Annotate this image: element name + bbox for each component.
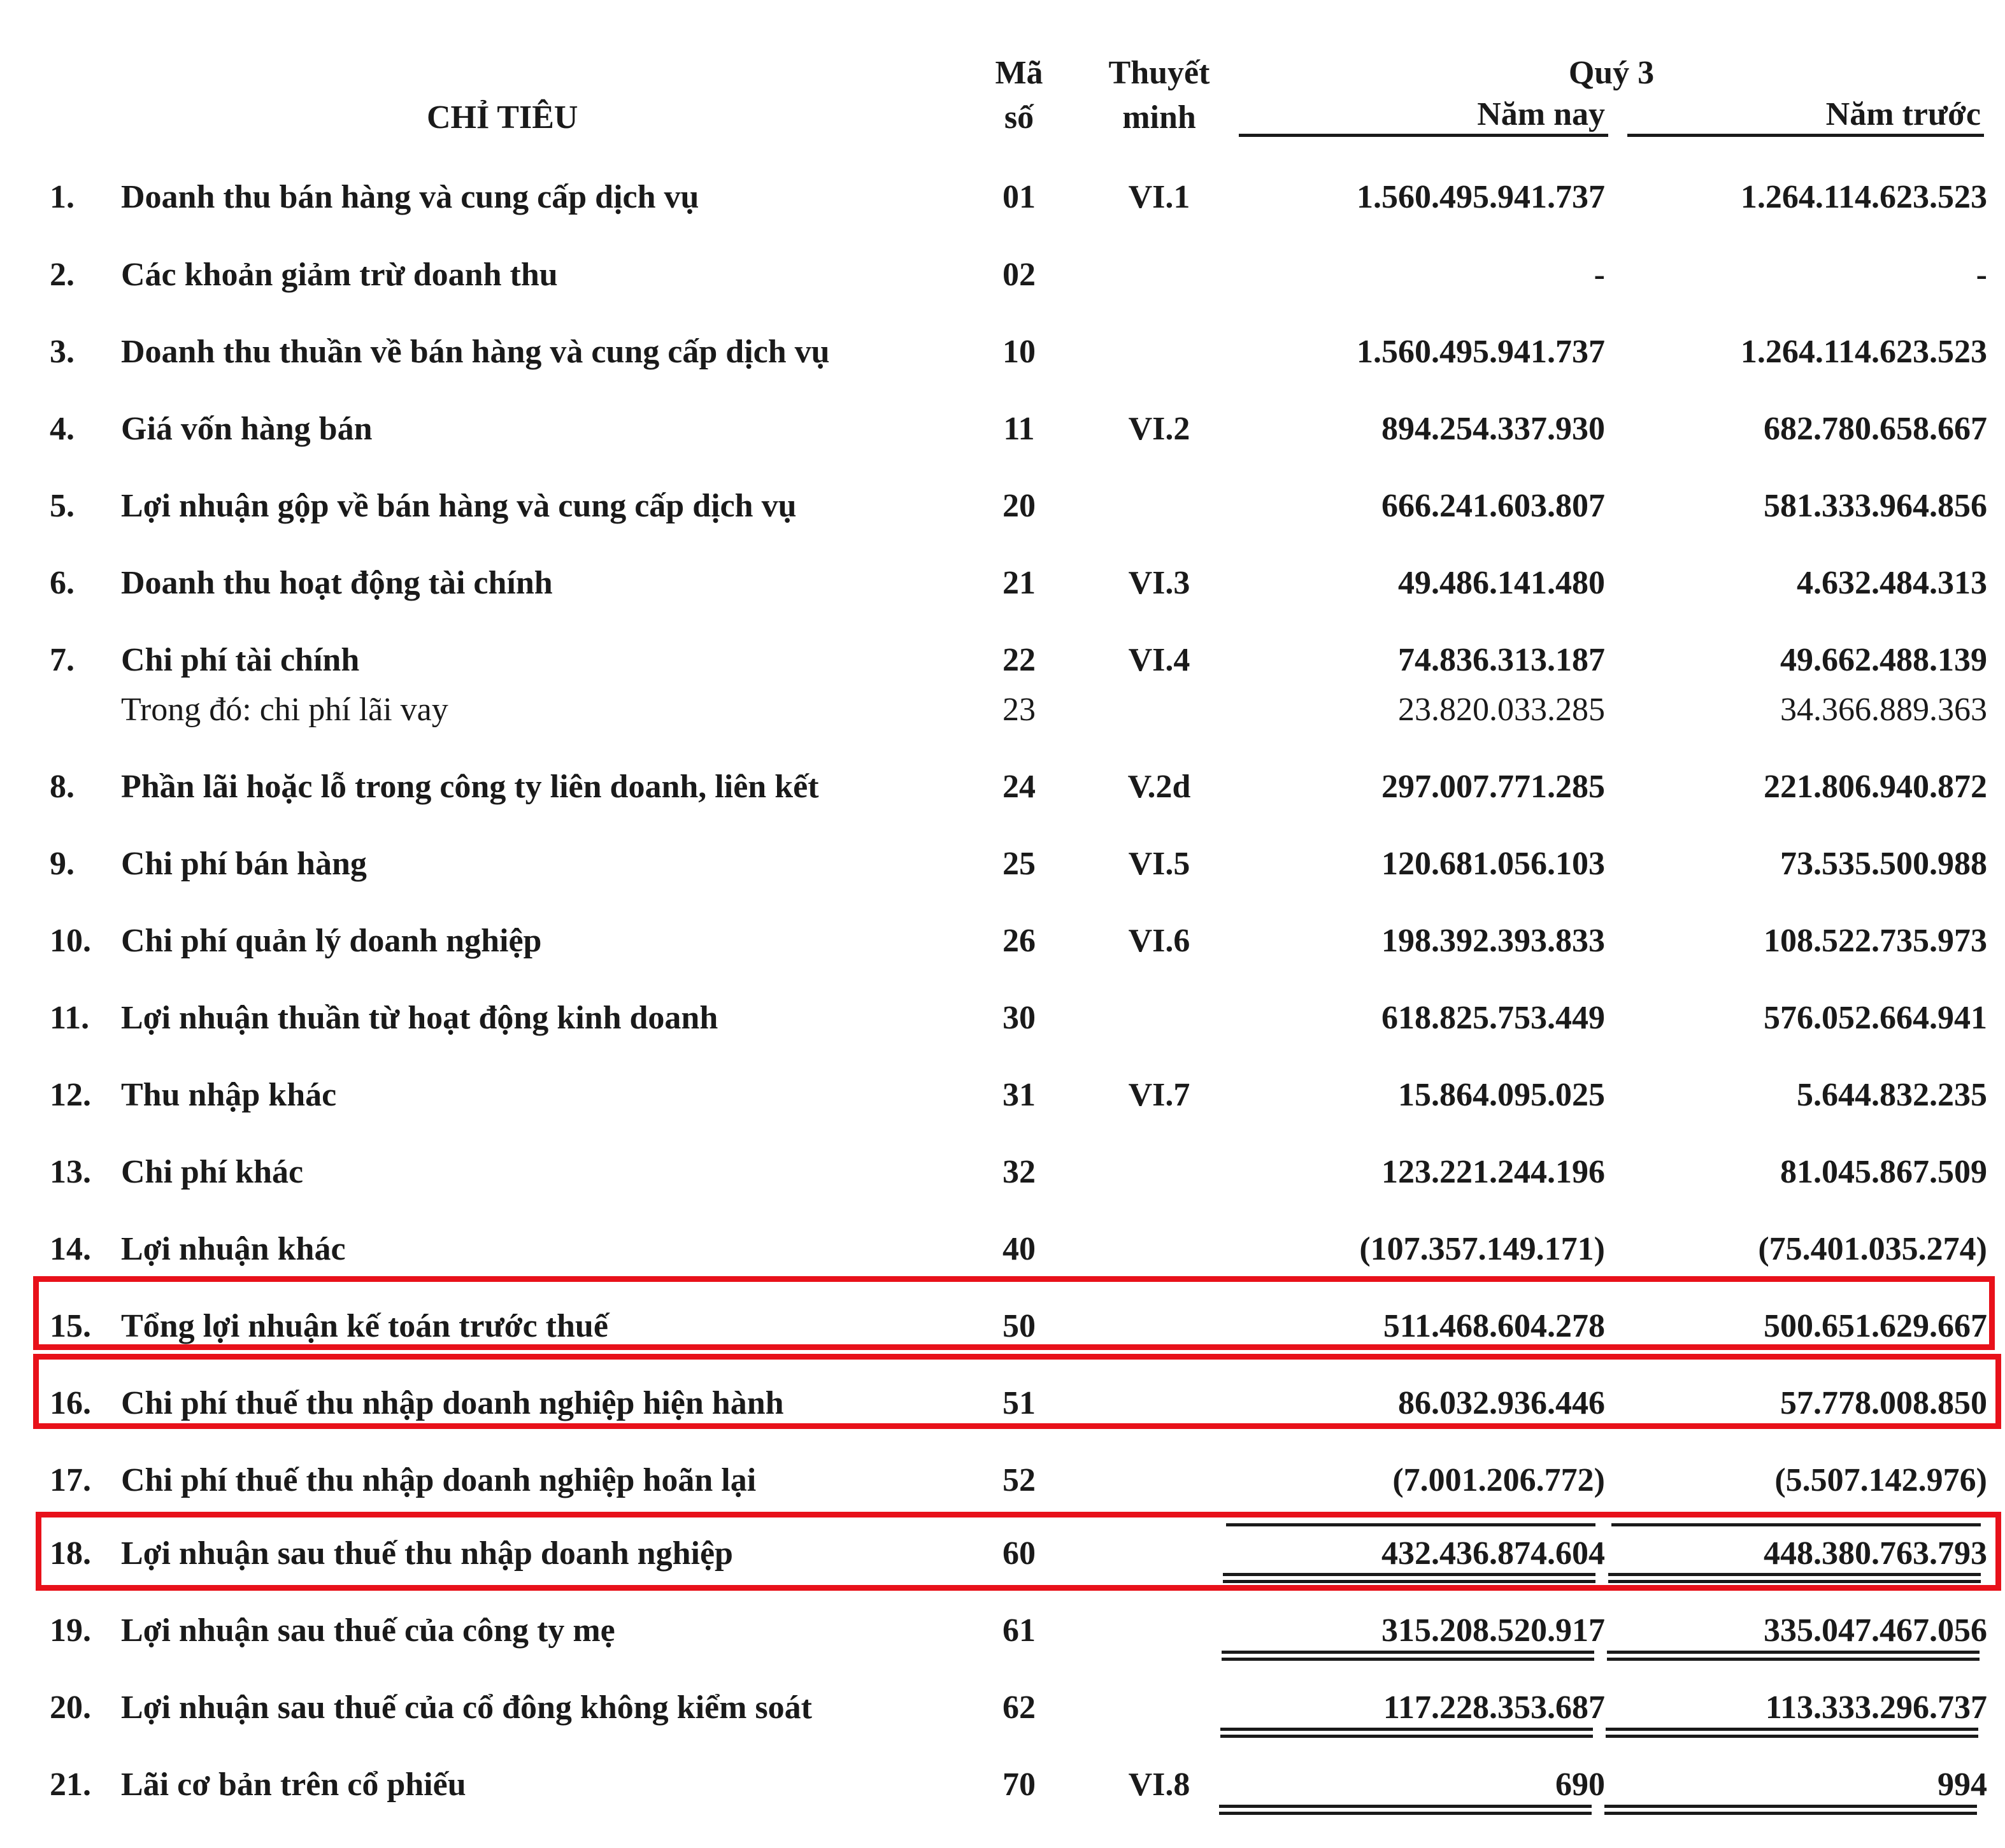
row-code: 01 xyxy=(1002,179,1036,215)
header-rule-current xyxy=(1239,134,1608,137)
row-note: VI.1 xyxy=(1128,179,1190,215)
row-previous: 448.380.763.793 xyxy=(1764,1535,1987,1572)
row-note: VI.6 xyxy=(1128,923,1190,959)
row-label: Các khoản giảm trừ doanh thu xyxy=(121,257,558,293)
row-current: 120.681.056.103 xyxy=(1381,846,1605,882)
header-previous-year: Năm trước xyxy=(1825,96,1981,132)
row-previous: 581.333.964.856 xyxy=(1764,488,1987,524)
row-number: 16. xyxy=(50,1385,91,1421)
table-row xyxy=(0,635,2005,686)
row-code: 61 xyxy=(1002,1612,1036,1649)
table-row xyxy=(0,327,2005,378)
row-code: 02 xyxy=(1002,257,1036,293)
row-previous: (5.507.142.976) xyxy=(1774,1462,1987,1498)
row-note: VI.7 xyxy=(1128,1077,1190,1113)
row-current: 432.436.874.604 xyxy=(1381,1535,1605,1572)
table-row xyxy=(0,1759,2005,1810)
row-number: 10. xyxy=(50,923,91,959)
row-previous: 81.045.867.509 xyxy=(1780,1154,1987,1190)
header-note-line1: Thuyết xyxy=(1108,55,1210,91)
row-note: VI.2 xyxy=(1128,411,1190,447)
row-previous: (75.401.035.274) xyxy=(1758,1231,1987,1267)
row-label: Giá vốn hàng bán xyxy=(121,411,373,447)
table-row xyxy=(0,481,2005,532)
row-code: 24 xyxy=(1002,769,1036,805)
row-code: 20 xyxy=(1002,488,1036,524)
row-previous: 34.366.889.363 xyxy=(1780,692,1987,728)
row-label: Trong đó: chi phí lãi vay xyxy=(121,692,448,728)
row-code: 70 xyxy=(1002,1766,1036,1803)
row-number: 21. xyxy=(50,1766,91,1803)
row-label: Chi phí khác xyxy=(121,1154,304,1190)
row-label: Phần lãi hoặc lỗ trong công ty liên doanh, liên kết xyxy=(121,769,819,805)
row-code: 23 xyxy=(1002,692,1036,728)
row-label: Chi phí thuế thu nhập doanh nghiệp hiện hành xyxy=(121,1385,784,1421)
table-row xyxy=(0,1682,2005,1733)
table-row-sub xyxy=(0,685,2005,736)
row-number: 8. xyxy=(50,769,75,805)
row-current: 315.208.520.917 xyxy=(1381,1612,1605,1649)
row-current: 123.221.244.196 xyxy=(1381,1154,1605,1190)
row-code: 62 xyxy=(1002,1689,1036,1726)
double-underline xyxy=(1607,1651,1980,1661)
double-underline xyxy=(1220,1728,1593,1738)
row-previous: 682.780.658.667 xyxy=(1764,411,1987,447)
row-current: 1.560.495.941.737 xyxy=(1357,334,1605,370)
row-label: Lợi nhuận khác xyxy=(121,1231,346,1267)
row-label: Lợi nhuận thuần từ hoạt động kinh doanh xyxy=(121,1000,718,1036)
row-previous: 500.651.629.667 xyxy=(1764,1308,1987,1344)
row-current: 117.228.353.687 xyxy=(1383,1689,1605,1726)
row-current: 511.468.604.278 xyxy=(1383,1308,1605,1344)
row-previous: 57.778.008.850 xyxy=(1780,1385,1987,1421)
table-row xyxy=(0,1070,2005,1121)
header-rule-previous xyxy=(1627,134,1984,137)
row-label: Doanh thu thuần về bán hàng và cung cấp dịch vụ xyxy=(121,334,830,370)
row-label: Lợi nhuận sau thuế thu nhập doanh nghiệp xyxy=(121,1535,733,1572)
row-code: 30 xyxy=(1002,1000,1036,1036)
row-number: 13. xyxy=(50,1154,91,1190)
table-row xyxy=(0,172,2005,223)
row-code: 11 xyxy=(1003,411,1035,447)
row-label: Lợi nhuận gộp về bán hàng và cung cấp dịch vụ xyxy=(121,488,797,524)
row-code: 50 xyxy=(1002,1308,1036,1344)
table-row xyxy=(0,762,2005,813)
row-code: 25 xyxy=(1002,846,1036,882)
row-current: 690 xyxy=(1555,1766,1605,1803)
row-previous: 5.644.832.235 xyxy=(1797,1077,1987,1113)
row-current: 23.820.033.285 xyxy=(1398,692,1605,728)
row-label: Chi phí bán hàng xyxy=(121,846,367,882)
row-previous: 1.264.114.623.523 xyxy=(1740,334,1987,370)
row-previous: 73.535.500.988 xyxy=(1780,846,1987,882)
row-number: 17. xyxy=(50,1462,91,1498)
table-row xyxy=(0,993,2005,1044)
row-previous: 994 xyxy=(1937,1766,1987,1803)
row-current: (7.001.206.772) xyxy=(1392,1462,1605,1498)
header-indicator: CHỈ TIÊU xyxy=(427,99,578,136)
row-number: 12. xyxy=(50,1077,91,1113)
header-current-year: Năm nay xyxy=(1477,96,1605,132)
row-number: 5. xyxy=(50,488,75,524)
row-label: Tổng lợi nhuận kế toán trước thuế xyxy=(121,1308,608,1344)
row-number: 19. xyxy=(50,1612,91,1649)
row-number: 20. xyxy=(50,1689,91,1726)
row-code: 10 xyxy=(1002,334,1036,370)
row-current: 618.825.753.449 xyxy=(1381,1000,1605,1036)
table-row xyxy=(0,1455,2005,1506)
row-note: VI.3 xyxy=(1128,565,1190,601)
row-current: 666.241.603.807 xyxy=(1381,488,1605,524)
row-label: Lợi nhuận sau thuế của công ty mẹ xyxy=(121,1612,615,1649)
row-current: 74.836.313.187 xyxy=(1398,642,1605,678)
row-current: 86.032.936.446 xyxy=(1398,1385,1605,1421)
double-underline xyxy=(1222,1651,1594,1661)
row-number: 14. xyxy=(50,1231,91,1267)
row-label: Doanh thu hoạt động tài chính xyxy=(121,565,553,601)
header-period: Quý 3 xyxy=(1568,55,1655,91)
row-previous: - xyxy=(1976,257,1987,293)
row-previous: 113.333.296.737 xyxy=(1765,1689,1987,1726)
header-code-line2: số xyxy=(1004,99,1034,136)
row-previous: 1.264.114.623.523 xyxy=(1740,179,1987,215)
row-current: 297.007.771.285 xyxy=(1381,769,1605,805)
row-current: 1.560.495.941.737 xyxy=(1357,179,1605,215)
row-number: 4. xyxy=(50,411,75,447)
row-code: 21 xyxy=(1002,565,1036,601)
row-current: 198.392.393.833 xyxy=(1381,923,1605,959)
row-previous: 335.047.467.056 xyxy=(1764,1612,1987,1649)
table-row xyxy=(0,1605,2005,1656)
table-row xyxy=(0,916,2005,967)
highlight-box-row-18 xyxy=(36,1512,2001,1591)
row-previous: 108.522.735.973 xyxy=(1764,923,1987,959)
row-number: 15. xyxy=(50,1308,91,1344)
row-note: VI.8 xyxy=(1128,1766,1190,1803)
table-row xyxy=(0,404,2005,455)
table-row xyxy=(0,558,2005,609)
row-code: 51 xyxy=(1002,1385,1036,1421)
table-row xyxy=(0,1224,2005,1275)
double-underline xyxy=(1219,1805,1592,1815)
row-label: Lãi cơ bản trên cổ phiếu xyxy=(121,1766,466,1803)
row-code: 22 xyxy=(1002,642,1036,678)
row-number: 3. xyxy=(50,334,75,370)
row-code: 32 xyxy=(1002,1154,1036,1190)
highlight-box-row-15 xyxy=(33,1276,1995,1350)
row-previous: 576.052.664.941 xyxy=(1764,1000,1987,1036)
row-code: 52 xyxy=(1002,1462,1036,1498)
row-code: 31 xyxy=(1002,1077,1036,1113)
table-row xyxy=(0,1147,2005,1198)
row-current: 49.486.141.480 xyxy=(1398,565,1605,601)
row-previous: 4.632.484.313 xyxy=(1797,565,1987,601)
row-label: Chi phí quản lý doanh nghiệp xyxy=(121,923,542,959)
highlight-box-row-16 xyxy=(33,1354,2001,1429)
row-note: V.2d xyxy=(1127,769,1191,805)
row-code: 40 xyxy=(1002,1231,1036,1267)
row-note: VI.4 xyxy=(1128,642,1190,678)
row-current: (107.357.149.171) xyxy=(1359,1231,1605,1267)
table-row xyxy=(0,839,2005,890)
row-label: Thu nhập khác xyxy=(121,1077,337,1113)
table-row xyxy=(0,250,2005,301)
row-label: Lợi nhuận sau thuế của cổ đông không kiểm soát xyxy=(121,1689,812,1726)
row-number: 9. xyxy=(50,846,75,882)
header-note-line2: minh xyxy=(1122,99,1196,136)
row-number: 18. xyxy=(50,1535,91,1572)
double-underline xyxy=(1606,1728,1978,1738)
row-previous: 221.806.940.872 xyxy=(1764,769,1987,805)
row-number: 2. xyxy=(50,257,75,293)
header-code-line1: Mã xyxy=(995,55,1043,91)
row-number: 7. xyxy=(50,642,75,678)
row-number: 1. xyxy=(50,179,75,215)
row-code: 26 xyxy=(1002,923,1036,959)
row-label: Chi phí tài chính xyxy=(121,642,360,678)
double-underline xyxy=(1604,1805,1977,1815)
row-note: VI.5 xyxy=(1128,846,1190,882)
row-number: 11. xyxy=(50,1000,90,1036)
row-current: 15.864.095.025 xyxy=(1398,1077,1605,1113)
row-current: - xyxy=(1594,257,1605,293)
row-previous: 49.662.488.139 xyxy=(1780,642,1987,678)
row-label: Chi phí thuế thu nhập doanh nghiệp hoãn lại xyxy=(121,1462,757,1498)
row-current: 894.254.337.930 xyxy=(1381,411,1605,447)
row-code: 60 xyxy=(1002,1535,1036,1572)
row-label: Doanh thu bán hàng và cung cấp dịch vụ xyxy=(121,179,699,215)
row-number: 6. xyxy=(50,565,75,601)
